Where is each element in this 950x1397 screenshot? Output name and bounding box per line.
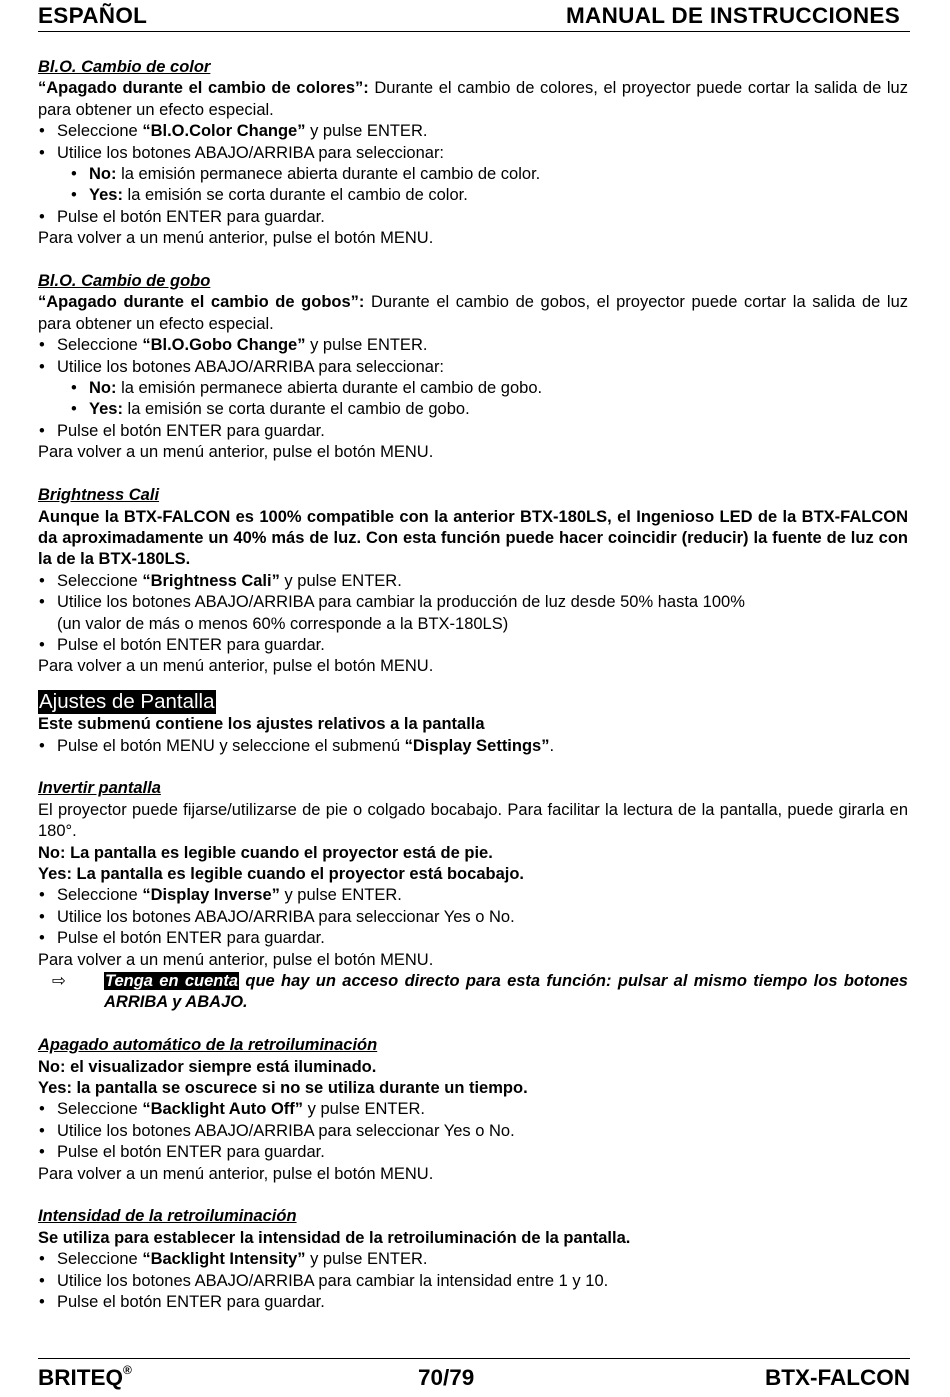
section-invert-display <box>38 778 908 1013</box>
menu-name: “Brightness Cali” <box>142 571 280 590</box>
chapter-title: Ajustes de Pantalla <box>39 689 215 713</box>
section-color-change <box>38 57 908 250</box>
list-item: • Pulse el botón ENTER para guardar. <box>38 1292 908 1313</box>
back-instruction: Para volver a un menú anterior, pulse el botón MENU. <box>38 657 434 676</box>
note-callout <box>38 971 908 1014</box>
list-item: • Pulse el botón ENTER para guardar. <box>38 928 908 949</box>
step-list <box>38 421 908 442</box>
header-title: MANUAL DE INSTRUCCIONES <box>566 3 900 28</box>
menu-name: “Bl.O.Gobo Change” <box>142 336 306 355</box>
page-header <box>38 0 910 32</box>
menu-name: “Backlight Auto Off” <box>142 1100 304 1119</box>
section-title: Bl.O. Cambio de color <box>38 58 211 76</box>
page-footer <box>38 1358 910 1393</box>
list-item: • Seleccione “Backlight Intensity” y pulse ENTER. <box>38 1249 908 1270</box>
list-item: • Pulse el botón ENTER para guardar. <box>38 207 908 228</box>
section-title: Intensidad de la retroiluminación <box>38 1207 297 1226</box>
page-content <box>38 57 908 1313</box>
section-title: Brightness Cali <box>38 486 160 505</box>
list-item: • Yes: la emisión se corta durante el cambio de color. <box>38 185 908 206</box>
list-item: • Pulse el botón ENTER para guardar. <box>38 1142 908 1163</box>
section-intro: Aunque la BTX-FALCON es 100% compatible con la anterior BTX-180LS, el Ingenioso LED de la BTX-FALCON da aproximadamente un 40% más de luz. Con esta función puede hacer coincidir (reducir) la fuente de luz con la de la BTX-180LS. <box>38 507 908 569</box>
step-list <box>38 1099 908 1163</box>
page-number: 70/79 <box>418 1365 475 1390</box>
list-item: • Utilice los botones ABAJO/ARRIBA para seleccionar Yes o No. <box>38 907 908 928</box>
step-list <box>38 121 908 164</box>
list-item: • Utilice los botones ABAJO/ARRIBA para seleccionar Yes o No. <box>38 1121 908 1142</box>
list-item: • No: la emisión permanece abierta durante el cambio de color. <box>38 164 908 185</box>
back-instruction: Para volver a un menú anterior, pulse el botón MENU. <box>38 229 434 248</box>
list-item: • Seleccione “Bl.O.Gobo Change” y pulse ENTER. <box>38 335 908 356</box>
option-yes-description: Yes: la pantalla se oscurece si no se utiliza durante un tiempo. <box>38 1079 528 1098</box>
section-backlight-intensity <box>38 1206 908 1313</box>
option-list <box>38 378 908 421</box>
section-brightness-cali <box>38 485 908 678</box>
menu-name: “Display Inverse” <box>142 886 280 905</box>
option-no-description: No: el visualizador siempre está iluminado. <box>38 1057 377 1076</box>
section-gobo-change <box>38 271 908 464</box>
header-language: ESPAÑOL <box>38 3 148 28</box>
menu-name: “Display Settings” <box>404 736 550 755</box>
menu-name: “Bl.O.Color Change” <box>142 122 306 141</box>
option-list <box>38 164 908 207</box>
list-item: • Utilice los botones ABAJO/ARRIBA para cambiar la producción de luz desde 50% hasta 100% (un valor de más o menos 60% corresponde a la BTX-180LS) <box>38 592 908 635</box>
footer-brand: BRITEQ® <box>38 1363 132 1390</box>
back-instruction: Para volver a un menú anterior, pulse el botón MENU. <box>38 443 434 462</box>
footer-model: BTX-FALCON <box>765 1365 910 1390</box>
section-display-settings <box>38 688 908 757</box>
section-title: Bl.O. Cambio de gobo <box>38 272 211 291</box>
list-item: • Seleccione “Display Inverse” y pulse ENTER. <box>38 885 908 906</box>
section-title: Invertir pantalla <box>38 779 161 798</box>
back-instruction: Para volver a un menú anterior, pulse el botón MENU. <box>38 1164 434 1183</box>
list-item: • Seleccione “Backlight Auto Off” y pulse ENTER. <box>38 1099 908 1120</box>
step-list <box>38 736 908 757</box>
section-intro: Se utiliza para establecer la intensidad de la retroiluminación de la pantalla. <box>38 1228 631 1247</box>
list-item: • Pulse el botón MENU y seleccione el submenú “Display Settings”. <box>38 736 908 757</box>
step-list <box>38 1249 908 1313</box>
menu-name: “Backlight Intensity” <box>142 1250 306 1269</box>
list-item: • Seleccione “Bl.O.Color Change” y pulse ENTER. <box>38 121 908 142</box>
section-title: Apagado automático de la retroiluminación <box>38 1036 378 1055</box>
list-item: • Pulse el botón ENTER para guardar. <box>38 421 908 442</box>
note-text: que hay un acceso directo para esta función: pulsar al mismo tiempo los botones ARRIBA y ABAJO. <box>104 972 908 1012</box>
section-intro: El proyector puede fijarse/utilizarse de pie o colgado bocabajo. Para facilitar la lectura de la pantalla, puede girarla en 180°. <box>38 800 908 841</box>
back-instruction: Para volver a un menú anterior, pulse el botón MENU. <box>38 950 434 969</box>
list-item: • Utilice los botones ABAJO/ARRIBA para seleccionar: <box>38 143 908 164</box>
option-yes-description: Yes: La pantalla es legible cuando el proyector está bocabajo. <box>38 864 524 883</box>
list-item: • Pulse el botón ENTER para guardar. <box>38 635 908 656</box>
section-intro: “Apagado durante el cambio de colores”: Durante el cambio de colores, el proyector puede cortar la salida de luz para obtener un efecto especial. <box>38 79 908 119</box>
section-backlight-auto-off <box>38 1035 908 1185</box>
step-list <box>38 207 908 228</box>
list-item: • Seleccione “Brightness Cali” y pulse ENTER. <box>38 571 908 592</box>
list-item: • Utilice los botones ABAJO/ARRIBA para cambiar la intensidad entre 1 y 10. <box>38 1271 908 1292</box>
note-highlight: Tenga en cuenta <box>105 972 239 991</box>
trademark-symbol: ® <box>123 1363 132 1377</box>
list-item: • Utilice los botones ABAJO/ARRIBA para seleccionar: <box>38 357 908 378</box>
list-item: • Yes: la emisión se corta durante el cambio de gobo. <box>38 399 908 420</box>
step-list <box>38 571 908 657</box>
arrow-right-icon: ⇨ <box>52 972 66 991</box>
step-list <box>38 335 908 378</box>
option-no-description: No: La pantalla es legible cuando el proyector está de pie. <box>38 843 493 862</box>
section-intro: “Apagado durante el cambio de gobos”: Durante el cambio de gobos, el proyector puede cortar la salida de luz para obtener un efecto especial. <box>38 293 909 333</box>
step-list <box>38 885 908 949</box>
section-intro: Este submenú contiene los ajustes relativos a la pantalla <box>38 715 485 734</box>
list-item: • No: la emisión permanece abierta durante el cambio de gobo. <box>38 378 908 399</box>
